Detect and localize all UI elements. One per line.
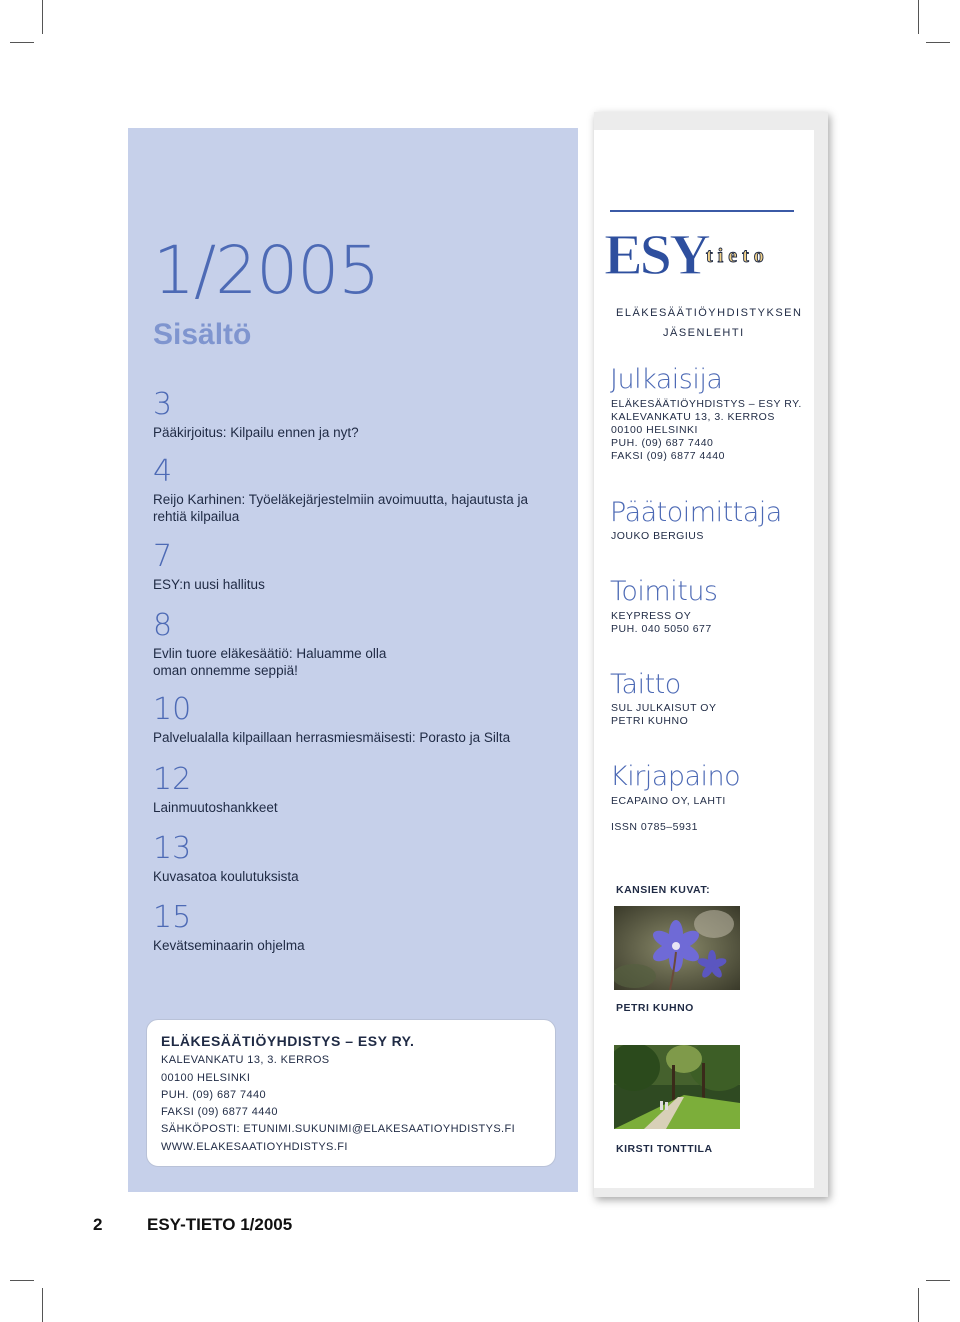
toc-entry[interactable] [153,901,563,954]
toc-page-number: 10 [153,692,192,727]
crop-mark [10,1280,34,1281]
toc-title: Kuvasatoa koulutuksista [153,869,299,884]
crop-mark [42,1288,43,1322]
address-line: 00100 HELSINKI [161,1072,251,1084]
toc-entry[interactable] [153,832,563,885]
toc-page-number: 12 [153,762,192,797]
publisher-line: FAKSI (09) 6877 4440 [611,450,725,462]
toc-title: ESY:n uusi hallitus [153,577,265,592]
toc-entry[interactable] [153,763,563,816]
footer-title: ESY-TIETO 1/2005 [147,1215,293,1234]
toc-title: Reijo Karhinen: Työeläkejärjestelmiin avoimuutta, hajautusta ja rehtiä kilpailua [153,492,528,524]
logo-main: ESY [604,222,708,282]
crop-mark [918,1288,919,1322]
cover-photo-flower [614,906,740,990]
editorial-heading: Toimitus [610,576,718,607]
publisher-line: ELÄKESÄÄTIÖYHDISTYS – ESY RY. [611,398,802,410]
toc-title: Kevätseminaarin ohjelma [153,938,305,953]
layout-line: SUL JULKAISUT OY [611,702,717,714]
layout-heading: Taitto [610,669,681,700]
toc-title: Pääkirjoitus: Kilpailu ennen ja nyt? [153,425,359,440]
photo-credit: KIRSTI TONTTILA [616,1143,713,1155]
toc-title: Palvelualalla kilpaillaan herrasmiesmäisesti: Porasto ja Silta [153,730,511,745]
masthead-subtitle: ELÄKESÄÄTIÖYHDISTYKSEN [616,307,803,319]
toc-entry[interactable] [153,693,563,746]
photo-credit: PETRI KUHNO [616,1002,694,1014]
publisher-line: KALEVANKATU 13, 3. KERROS [611,411,775,423]
crop-mark [918,0,919,34]
toc-entry[interactable] [153,540,563,593]
toc-title: Evlin tuore eläkesäätiö: Haluamme olla oman onnemme seppiä! [153,646,387,678]
logo-sub: tieto [706,245,769,267]
address-line: KALEVANKATU 13, 3. KERROS [161,1054,330,1066]
footer-page-number: 2 [93,1215,103,1234]
toc-page-number: 7 [153,539,173,574]
printer-heading: Kirjapaino [610,761,741,792]
publisher-heading: Julkaisija [610,364,723,395]
publisher-line: PUH. (09) 687 7440 [611,437,714,449]
editorial-line: PUH. 040 5050 677 [611,623,712,635]
toc-page-number: 15 [153,900,192,935]
masthead-inner [594,130,814,1188]
contents-heading: Sisältö [153,318,252,351]
cover-photos-label: KANSIEN KUVAT: [616,884,711,896]
esy-tieto-logo [604,222,804,282]
toc-entry[interactable] [153,388,563,441]
issn: ISSN 0785–5931 [611,821,698,833]
editorial-line: KEYPRESS OY [611,610,692,622]
cover-photo-park [614,1045,740,1129]
editor-line: JOUKO BERGIUS [611,530,704,542]
address-box [146,1019,556,1167]
logo-rule [610,210,794,212]
address-line: PUH. (09) 687 7440 [161,1089,267,1101]
printer-line: ECAPAINO OY, LAHTI [611,795,726,807]
issue-number: 1/2005 [153,232,380,309]
toc-page-number: 8 [153,608,173,643]
publisher-line: 00100 HELSINKI [611,424,698,436]
toc-page-number: 3 [153,387,173,422]
crop-mark [10,42,34,43]
crop-mark [42,0,43,34]
toc-page-number: 13 [153,831,192,866]
crop-mark [926,42,950,43]
toc-title: Lainmuutoshankkeet [153,800,278,815]
toc-entry[interactable] [153,609,563,679]
email-link[interactable]: SÄHKÖPOSTI: ETUNIMI.SUKUNIMI@ELAKESAATIOYHDISTYS.FI [161,1123,516,1135]
layout-line: PETRI KUHNO [611,715,689,727]
editor-heading: Päätoimittaja [610,497,782,528]
website-link[interactable]: WWW.ELAKESAATIOYHDISTYS.FI [161,1141,348,1153]
address-line: FAKSI (09) 6877 4440 [161,1106,278,1118]
toc-entry[interactable] [153,455,563,525]
toc-page-number: 4 [153,454,173,489]
address-org: ELÄKESÄÄTIÖYHDISTYS – ESY RY. [161,1033,415,1049]
masthead-subtitle: JÄSENLEHTI [663,327,745,339]
crop-mark [926,1280,950,1281]
